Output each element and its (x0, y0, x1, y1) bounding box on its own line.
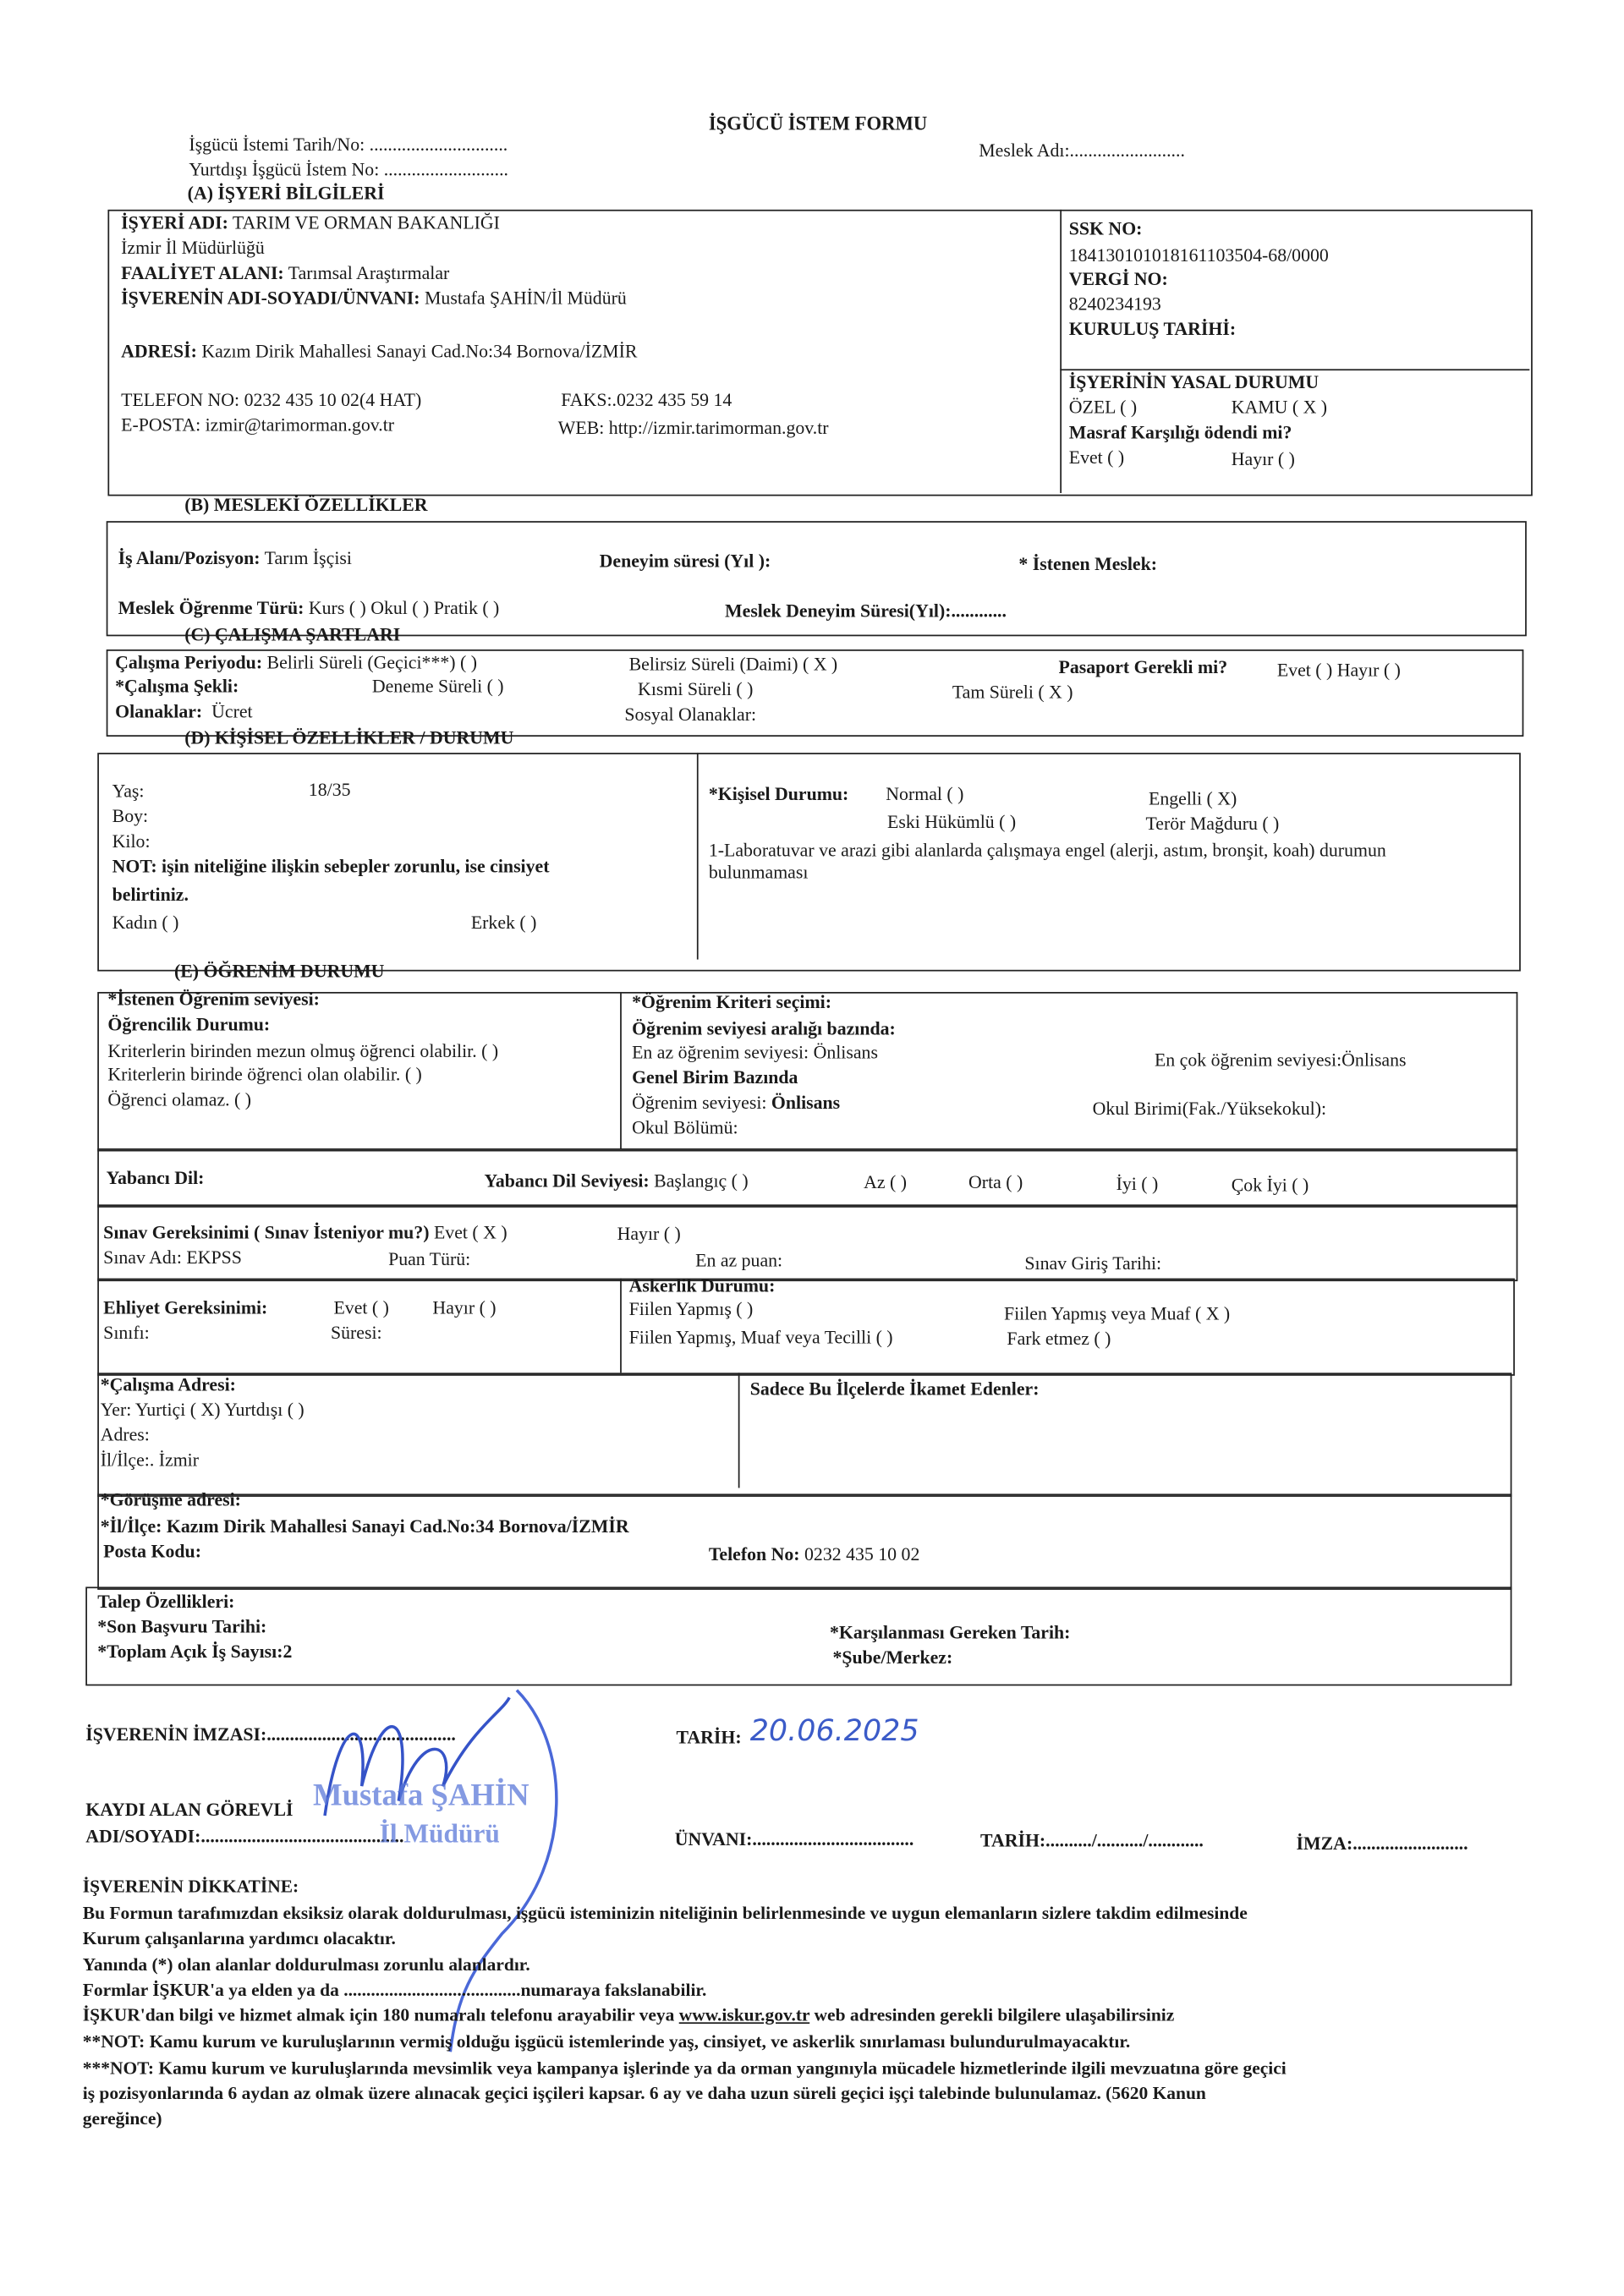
masraf-evet[interactable]: Evet ( ) (1068, 447, 1125, 469)
divider (1060, 369, 1529, 370)
dil-baslangic-checkbox[interactable]: Başlangıç ( ) (654, 1170, 749, 1192)
sinav-adi: Sınav Adı: EKPSS (103, 1247, 242, 1269)
sinav-giris-tarihi: Sınav Giriş Tarihi: (1024, 1252, 1162, 1274)
gorusme-label: *Görüşme adresi: (100, 1489, 241, 1510)
gorusme-box (97, 1489, 1512, 1589)
dikkat-line-link-row (83, 2006, 1175, 2024)
cinsiyet-note-2: belirtiniz. (112, 884, 189, 905)
dil-orta-checkbox[interactable]: Orta ( ) (968, 1171, 1023, 1193)
sinav-row (103, 1224, 507, 1242)
tam-sureli-checkbox[interactable]: Tam Süreli ( X ) (952, 682, 1073, 703)
divider (620, 1279, 622, 1373)
ssk-label: SSK NO: (1068, 218, 1143, 239)
sinav-evet-checkbox[interactable]: Evet ( X ) (433, 1222, 508, 1243)
olanak-row (115, 703, 252, 721)
ogrenme-turu-row (118, 597, 500, 619)
dil-iyi-checkbox[interactable]: İyi ( ) (1116, 1173, 1159, 1195)
talep-label: Talep Özellikleri: (97, 1591, 235, 1613)
isyeri-value-2: İzmir İl Müdürlüğü (121, 238, 265, 259)
isveren-row (121, 289, 627, 308)
askerlik-muaf-checkbox[interactable]: Fiilen Yapmış veya Muaf ( X ) (1003, 1303, 1231, 1324)
kismi-sureli-checkbox[interactable]: Kısmi Süreli ( ) (638, 678, 754, 700)
tarih-label: TARİH: (676, 1727, 742, 1748)
is-alani-value: Tarım İşçisi (264, 547, 352, 569)
askerlik-tecilli-checkbox[interactable]: Fiilen Yapmış, Muaf veya Tecilli ( ) (628, 1327, 893, 1348)
adres-value: Kazım Dirik Mahallesi Sanayi Cad.No:34 Bornova/İZMİR (201, 341, 638, 362)
periyot-row (115, 654, 477, 672)
telefon: TELEFON NO: 0232 435 10 02(4 HAT) (121, 389, 422, 411)
yas-value: 18/35 (308, 779, 351, 801)
adres-row (121, 342, 637, 361)
dil-seviyesi-label: Yabancı Dil Seviyesi: (484, 1170, 650, 1192)
is-alani-label: İş Alanı/Pozisyon: (118, 547, 261, 569)
ogrenme-turu-label: Meslek Öğrenme Türü: (118, 597, 304, 619)
faks: FAKS:.0232 435 59 14 (561, 389, 732, 411)
olanak-value: Ücret (211, 701, 253, 722)
masraf-label: Masraf Karşılığı ödendi mi? (1068, 422, 1292, 443)
tarih-handwritten: 20.06.2025 (749, 1712, 919, 1748)
dikkat-line: Yanında (*) olan alanlar doldurulması zorunlu alanlardır. (82, 1954, 530, 1975)
calisma-sekli-label: *Çalışma Şekli: (115, 676, 239, 697)
boy-label: Boy: (112, 806, 149, 827)
gorusme-telefon-value: 0232 435 10 02 (804, 1543, 920, 1565)
dikkat-heading: İŞVERENİN DİKKATİNE: (82, 1876, 299, 1897)
ogrenci-olamaz-checkbox[interactable]: Öğrenci olamaz. ( ) (107, 1089, 252, 1110)
vergi-label: VERGİ NO: (1068, 268, 1168, 290)
eski-hukumlu-checkbox[interactable]: Eski Hükümlü ( ) (887, 812, 1017, 833)
calisma-adres-label: Adres: (100, 1424, 150, 1445)
belirsiz-sureli-checkbox[interactable]: Belirsiz Süreli (Daimi) ( X ) (628, 654, 838, 675)
il-ilce: İl/İlçe:. İzmir (100, 1449, 200, 1471)
toplam-acik-is: *Toplam Açık İş Sayısı:2 (97, 1641, 293, 1663)
erkek-checkbox[interactable]: Erkek ( ) (470, 912, 537, 934)
gorusme-il-value: Kazım Dirik Mahallesi Sanayi Cad.No:34 Bornova/İZMİR (166, 1515, 629, 1537)
dil-az-checkbox[interactable]: Az ( ) (864, 1171, 908, 1193)
ehliyet-evet-checkbox[interactable]: Evet ( ) (333, 1297, 389, 1318)
askerlik-label: Askerlik Durumu: (628, 1275, 776, 1296)
dikkat-line: İŞKUR'dan bilgi ve hizmet almak için 180 numaralı telefonu arayabilir veya (82, 2004, 679, 2025)
dikkat-line: Formlar İŞKUR'a ya elden ya da .......................................numaraya fakslanabilir. (82, 1979, 707, 2001)
ogrenim-kriteri: *Öğrenim Kriteri seçimi: (632, 991, 831, 1013)
askerlik-fiilen-checkbox[interactable]: Fiilen Yapmış ( ) (628, 1299, 754, 1320)
yurtdisi-istem: Yurtdışı İşgücü İstem No: ........................... (189, 159, 508, 180)
istenen-ogrenim: *İstenen Öğrenim seviyesi: (107, 989, 320, 1010)
kamu-checkbox[interactable]: KAMU ( X ) (1231, 397, 1328, 418)
faaliyet-row (121, 264, 449, 282)
gorusme-telefon-row (708, 1543, 920, 1565)
web: WEB: http://izmir.tarimorman.gov.tr (557, 417, 829, 439)
sube-merkez: *Şube/Merkez: (832, 1647, 953, 1669)
periyot-label: Çalışma Periyodu: (115, 652, 263, 673)
isveren-label: İŞVERENİN ADI-SOYADI/ÜNVANI: (121, 288, 420, 309)
isveren-imzasi: İŞVERENİN İMZASI:......................................... (85, 1723, 456, 1745)
gorevli-adi-soyadi: ADI/SOYADI:............................................ (85, 1826, 404, 1847)
form-title: İŞGÜCÜ İSTEM FORMU (708, 112, 928, 134)
isyeri-value: TARIM VE ORMAN BAKANLIĞI (232, 212, 500, 233)
aralik-bazinda: Öğrenim seviyesi aralığı bazında: (632, 1018, 896, 1039)
olanak-label: Olanaklar: (115, 701, 203, 722)
kisisel-durum-label: *Kişisel Durumu: (708, 783, 849, 805)
genel-birim: Genel Birim Bazında (632, 1066, 798, 1088)
yer-options[interactable]: Yer: Yurtiçi ( X) Yurtdışı ( ) (100, 1399, 304, 1421)
posta-kodu: Posta Kodu: (103, 1541, 201, 1562)
yabanci-dil-label: Yabancı Dil: (106, 1167, 205, 1189)
pasaport-label: Pasaport Gerekli mi? (1058, 656, 1228, 678)
faaliyet-value: Tarımsal Araştırmalar (288, 262, 450, 284)
dil-cok-iyi-checkbox[interactable]: Çok İyi ( ) (1231, 1175, 1309, 1196)
section-b-heading: (B) MESLEKİ ÖZELLİKLER (184, 494, 428, 516)
en-az-puan: En az puan: (695, 1250, 783, 1271)
gorusme-telefon-label: Telefon No: (708, 1543, 800, 1565)
section-a-heading: (A) İŞYERİ BİLGİLERİ (187, 183, 385, 204)
sinav-label: Sınav Gereksinimi ( Sınav İsteniyor mu?) (103, 1222, 430, 1243)
teror-magduru-checkbox[interactable]: Terör Mağduru ( ) (1145, 813, 1280, 835)
is-alani-row (118, 549, 352, 567)
stamp-title: İl Müdürü (379, 1818, 500, 1849)
en-cok-ogrenim: En çok öğrenim seviyesi:Önlisans (1154, 1049, 1407, 1071)
dikkat-line: ***NOT: Kamu kurum ve kuruluşlarında mevsimlik veya kampanya işlerinde ya da orman yangınıyla mücadele hizmetlerinde ilgili mevzuatına göre geçici (82, 2058, 1287, 2079)
section-e-heading: (E) ÖĞRENİM DURUMU (173, 961, 385, 982)
kadin-checkbox[interactable]: Kadın ( ) (112, 912, 179, 934)
ehliyet-hayir-checkbox[interactable]: Hayır ( ) (432, 1297, 497, 1318)
karsilanma-tarihi: *Karşılanması Gereken Tarih: (829, 1622, 1071, 1643)
masraf-hayir[interactable]: Hayır ( ) (1231, 448, 1295, 470)
kisisel-aciklama: 1-Laboratuvar ve arazi gibi alanlarda çalışmaya engel (alerji, astım, bronşit, koah) durumun (708, 841, 1386, 860)
kriter-ogrenci-checkbox[interactable]: Kriterlerin birinde öğrenci olan olabilir. ( ) (107, 1064, 422, 1085)
sinav-hayir-checkbox[interactable]: Hayır ( ) (617, 1224, 681, 1245)
normal-checkbox[interactable]: Normal ( ) (886, 783, 964, 805)
divider (738, 1373, 740, 1488)
divider (697, 753, 699, 959)
vergi-value: 8240234193 (1068, 293, 1161, 315)
kurulus-label: KURULUŞ TARİHİ: (1068, 319, 1237, 340)
stamp-name: Mustafa ŞAHİN (313, 1777, 529, 1813)
sosyal-olanaklar: Sosyal Olanaklar: (624, 704, 757, 726)
iskur-link[interactable]: www.iskur.gov.tr (678, 2004, 810, 2025)
askerlik-fark-etmez-checkbox[interactable]: Fark etmez ( ) (1007, 1328, 1111, 1350)
okul-bolumu: Okul Bölümü: (632, 1117, 738, 1138)
gorevli-tarih: TARİH:........../........../............ (980, 1830, 1204, 1851)
ogrenim-seviyesi-row (632, 1093, 840, 1112)
gorusme-il-row (101, 1517, 629, 1536)
kriter-mezun-checkbox[interactable]: Kriterlerin birinden mezun olmuş öğrenci olabilir. ( ) (107, 1040, 499, 1062)
okul-birimi: Okul Birimi(Fak./Yüksekokul): (1092, 1098, 1327, 1120)
puan-turu: Puan Türü: (388, 1248, 471, 1270)
ogrenim-seviyesi-value: Önlisans (771, 1092, 841, 1114)
kilo-label: Kilo: (112, 830, 151, 852)
gorevli-unvani: ÜNVANI:................................... (674, 1828, 914, 1850)
ozel-checkbox[interactable]: ÖZEL ( ) (1068, 397, 1138, 418)
istem-tarih: İşgücü İstemi Tarih/No: .............................. (189, 134, 508, 156)
meslek-adi: Meslek Adı:......................... (979, 140, 1185, 162)
yas-label: Yaş: (112, 781, 145, 802)
deneyim-suresi: Deneyim süresi (Yıl ): (599, 551, 771, 572)
gorusme-il-label: *İl/İlçe: (100, 1515, 162, 1537)
ogrencilik-label: Öğrencilik Durumu: (107, 1014, 271, 1035)
belirli-sureli-checkbox[interactable]: Belirli Süreli (Geçici***) ( ) (266, 652, 477, 673)
pasaport-options[interactable]: Evet ( ) Hayır ( ) (1276, 660, 1401, 681)
sadece-ilceler: Sadece Bu İlçelerde İkamet Edenler: (749, 1378, 1040, 1400)
son-basvuru: *Son Başvuru Tarihi: (97, 1616, 267, 1637)
isyeri-row (121, 214, 500, 233)
dikkat-line: Bu Formun tarafımızdan eksiksiz olarak doldurulması, işgücü isteminizin niteliğinin belirlenmesinde ve uygun elemanların sizlere takdim edilmesinde (82, 1902, 1248, 1924)
kaydi-alan-gorevli: KAYDI ALAN GÖREVLİ (85, 1799, 294, 1821)
cinsiyet-note: NOT: işin niteliğine ilişkin sebepler zorunlu, ise cinsiyet (112, 856, 550, 877)
ssk-value: 184130101018161103504-68/0000 (1068, 244, 1329, 266)
dikkat-line: gereğince) (82, 2107, 162, 2129)
en-az-ogrenim: En az öğrenim seviyesi: Önlisans (632, 1042, 878, 1063)
ogrenme-turu-options[interactable]: Kurs ( ) Okul ( ) Pratik ( ) (308, 597, 500, 619)
divider (1060, 210, 1062, 493)
eposta: E-POSTA: izmir@tarimorman.gov.tr (121, 414, 395, 436)
dikkat-line: Kurum çalışanlarına yardımcı olacaktır. (82, 1927, 396, 1949)
ehliyet-sinifi: Sınıfı: (103, 1322, 150, 1344)
yasal-durum-label: İŞYERİNİN YASAL DURUMU (1068, 371, 1320, 393)
meslek-deneyim-suresi: Meslek Deneyim Süresi(Yıl):............ (725, 600, 1007, 622)
calisma-adresi-label: *Çalışma Adresi: (100, 1374, 236, 1395)
section-c-heading: (C) ÇALIŞMA ŞARTLARI (184, 624, 401, 645)
istenen-meslek: * İstenen Meslek: (1018, 553, 1158, 574)
ogrenim-seviyesi-label: Öğrenim seviyesi: (632, 1092, 767, 1114)
gorevli-imza: İMZA:......................... (1296, 1833, 1468, 1855)
deneme-sureli-checkbox[interactable]: Deneme Süreli ( ) (371, 676, 504, 697)
divider (620, 992, 622, 1148)
ehliyet-label: Ehliyet Gereksinimi: (103, 1297, 268, 1318)
dikkat-line: **NOT: Kamu kurum ve kuruluşlarının vermiş olduğu işgücü istemlerinde yaş, cinsiyet, ve askerlik sınırlaması bulundurulmayacaktır. (82, 2030, 1131, 2052)
faaliyet-label: FAALİYET ALANI: (121, 262, 284, 284)
engelli-checkbox[interactable]: Engelli ( X) (1148, 788, 1237, 809)
dikkat-line: iş pozisyonlarında 6 aydan az olmak üzere alınacak geçici işçileri kapsar. 6 ay ve daha uzun süreli geçici işçi talebinde bulunulamaz. (5620 Kanun (82, 2082, 1206, 2104)
kisisel-aciklama-2: bulunmaması (708, 862, 809, 883)
ehliyet-suresi: Süresi: (330, 1322, 382, 1344)
dikkat-line: web adresinden gerekli bilgilere ulaşabilirsiniz (809, 2004, 1175, 2025)
isveren-value: Mustafa ŞAHİN/İl Müdürü (425, 288, 627, 309)
section-d-heading: (D) KİŞİSEL ÖZELLİKLER / DURUMU (184, 727, 514, 748)
dil-seviyesi-row (485, 1172, 749, 1191)
talep-box (85, 1586, 1512, 1685)
adres-label: ADRESİ: (121, 341, 197, 362)
isyeri-label: İŞYERİ ADI: (121, 212, 228, 233)
